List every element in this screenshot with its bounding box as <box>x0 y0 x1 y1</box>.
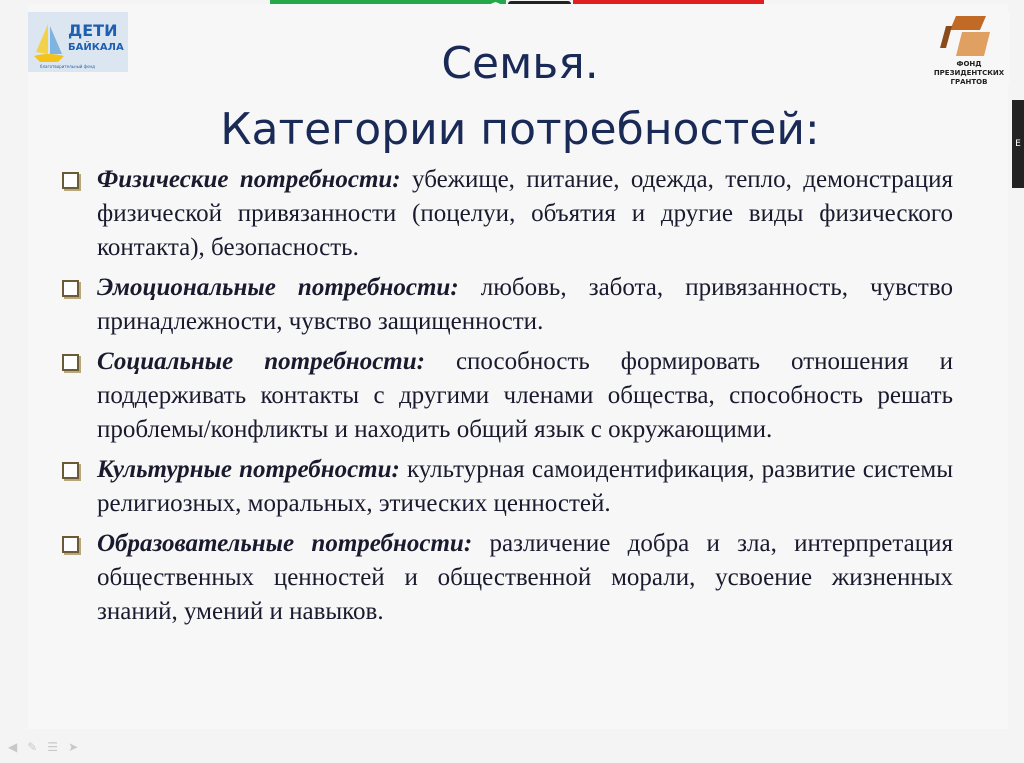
need-term: Культурные потребности: <box>97 456 400 483</box>
checkbox-bullet-icon <box>62 354 79 371</box>
need-text: любовь, забота, привязанность, чувство принадлежности, чувство защищенности. <box>97 274 953 335</box>
need-text: способность формировать отношения и поддерживать контакты с другими членами общества, способность решать проблемы/конфликты и находить общий язык с окружающими. <box>97 348 953 443</box>
slideshow-toolbar <box>8 740 78 754</box>
logo-left-sub: благотворительный фонд <box>40 64 95 69</box>
pen-icon[interactable]: ✎ <box>27 740 38 754</box>
deti-baikala-logo <box>28 12 128 72</box>
need-term: Социальные потребности: <box>97 348 425 375</box>
slide-title-line2: Категории потребностей: <box>220 104 820 155</box>
need-term: Образовательные потребности: <box>97 530 473 557</box>
checkbox-bullet-icon <box>62 172 79 189</box>
list-item <box>58 271 953 339</box>
logo-right-line2: ПРЕЗИДЕНТСКИХ <box>933 69 1005 77</box>
logo-right-line1: ФОНД <box>956 60 982 68</box>
next-arrow-icon[interactable]: ➤ <box>68 740 79 754</box>
logo-right-line3: ГРАНТОВ <box>950 78 988 86</box>
need-term: Физические потребности: <box>97 166 401 193</box>
boat-icon <box>28 12 128 72</box>
presidential-grants-logo <box>928 12 1010 86</box>
checkbox-bullet-icon <box>62 280 79 297</box>
list-item <box>58 527 953 629</box>
needs-list <box>58 163 953 635</box>
previous-arrow-icon[interactable]: ◀ <box>8 740 18 754</box>
list-item <box>58 163 953 265</box>
list-item <box>58 453 953 521</box>
need-text: убежище, питание, одежда, тепло, демонстрация физической привязанности (поцелуи, объятия и другие виды физического контакта), безопасность. <box>97 166 953 261</box>
side-panel-tab[interactable]: E <box>1012 100 1024 188</box>
checkbox-bullet-icon <box>62 462 79 479</box>
logo-left-line1: ДЕТИ <box>68 21 118 40</box>
checkbox-bullet-icon <box>62 536 79 553</box>
list-item <box>58 345 953 447</box>
logo-left-line2: БАЙКАЛА <box>68 42 124 53</box>
need-text: различение добра и зла, интерпретация общественных ценностей и общественной морали, усвоение жизненных знаний, умений и навыков. <box>97 530 953 625</box>
need-term: Эмоциональные потребности: <box>97 274 459 301</box>
slide-title-line1: Семья. <box>441 38 599 89</box>
menu-icon[interactable]: ☰ <box>47 740 59 754</box>
need-text: культурная самоидентификация, развитие системы религиозных, моральных, этических ценностей. <box>97 456 953 517</box>
